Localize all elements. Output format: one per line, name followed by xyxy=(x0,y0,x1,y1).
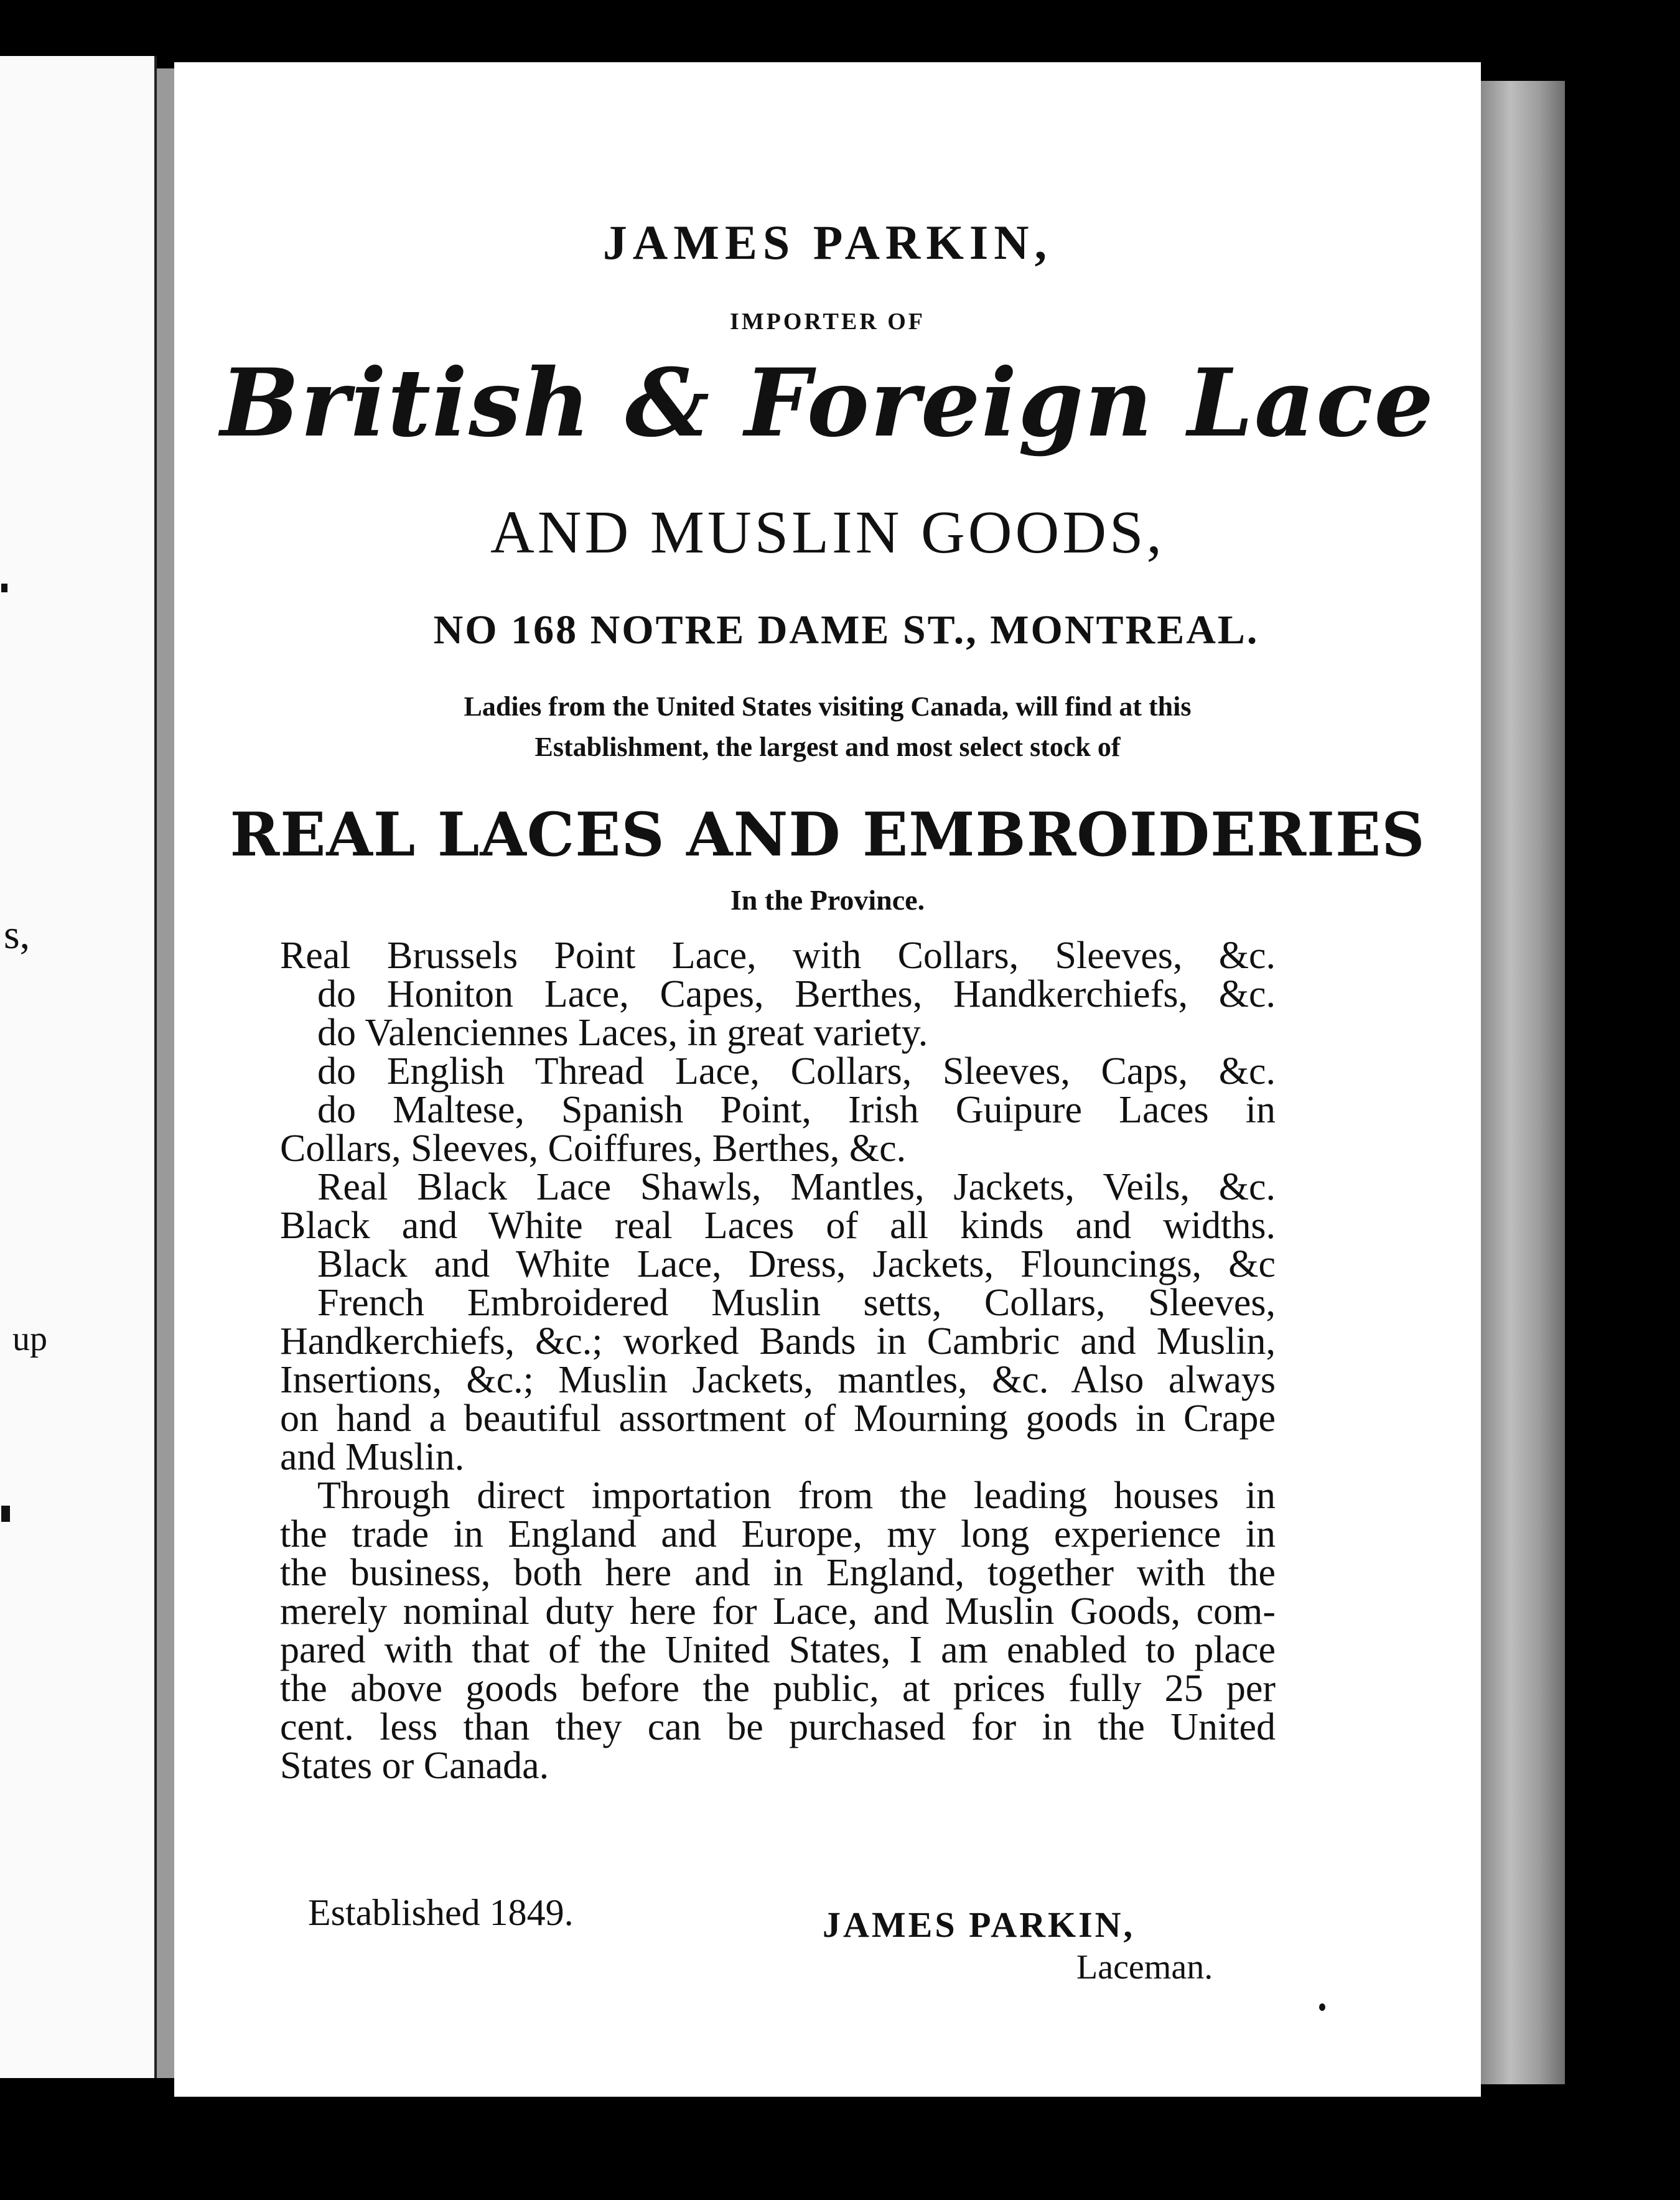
province-line: In the Province. xyxy=(730,884,925,916)
body-line: do English Thread Lace, Collars, Sleeves, Caps, &c. xyxy=(317,1050,1276,1093)
body-line: the above goods before the public, at prices fully 25 per xyxy=(280,1667,1276,1710)
body-line: Real Brussels Point Lace, with Collars, Sleeves, &c. xyxy=(280,935,1276,977)
muslin-heading: AND MUSLIN GOODS, xyxy=(490,499,1165,566)
shop-address: NO 168 NOTRE DAME ST., MONTREAL. xyxy=(433,607,1259,653)
intro-line: Establishment, the largest and most select stock of xyxy=(534,732,1121,762)
body-line: Real Black Lace Shawls, Mantles, Jackets, Veils, &c. xyxy=(317,1166,1276,1208)
book-gutter xyxy=(157,68,174,2078)
left-page-text-fragment: up xyxy=(12,1320,47,1358)
body-line: Insertions, &c.; Muslin Jackets, mantles, &c. Also always xyxy=(280,1359,1276,1401)
established-date: Established 1849. xyxy=(308,1892,574,1933)
body-line: pared with that of the United States, I am enabled to place xyxy=(280,1629,1276,1671)
body-line: States or Canada. xyxy=(280,1745,549,1787)
lace-heading: British & Foreign Lace xyxy=(220,348,1435,458)
body-line: cent. less than they can be purchased for in the United xyxy=(280,1706,1276,1748)
body-line: on hand a beautiful assortment of Mourning goods in Crape xyxy=(280,1397,1276,1440)
body-line: do Honiton Lace, Capes, Berthes, Handkerchiefs, &c. xyxy=(317,973,1276,1015)
intro-line: Ladies from the United States visiting Canada, will find at this xyxy=(464,691,1192,722)
headline: REAL LACES AND EMBROIDERIES xyxy=(230,799,1426,870)
page-edge xyxy=(1481,81,1565,2084)
body-line: merely nominal duty here for Lace, and Muslin Goods, com- xyxy=(280,1590,1276,1633)
advert-body xyxy=(280,936,1276,1785)
ink-mark xyxy=(1,584,7,592)
ink-mark xyxy=(1,1506,10,1522)
body-line: do Maltese, Spanish Point, Irish Guipure Laces in xyxy=(317,1089,1276,1131)
body-line: Black and White real Laces of all kinds and widths. xyxy=(280,1205,1276,1247)
signature-name: JAMES PARKIN, xyxy=(823,1904,1136,1945)
body-line: Through direct importation from the leading houses in xyxy=(317,1475,1276,1517)
left-page-text-fragment: s, xyxy=(4,912,30,958)
body-line: Collars, Sleeves, Coiffures, Berthes, &c. xyxy=(280,1127,907,1170)
body-line: the trade in England and Europe, my long experience in xyxy=(280,1513,1276,1555)
body-line: French Embroidered Muslin setts, Collars, Sleeves, xyxy=(317,1282,1276,1324)
body-line: Black and White Lace, Dress, Jackets, Flouncings, &c xyxy=(317,1243,1276,1285)
importer-of-label: IMPORTER OF xyxy=(730,309,925,335)
ink-dot xyxy=(1319,2003,1325,2011)
body-line: and Muslin. xyxy=(280,1436,465,1478)
left-page xyxy=(0,56,157,2078)
merchant-name: JAMES PARKIN, xyxy=(602,215,1053,269)
body-line: do Valenciennes Laces, in great variety. xyxy=(317,1012,928,1054)
body-line: Handkerchiefs, &c.; worked Bands in Cambric and Muslin, xyxy=(280,1320,1276,1363)
advertisement-page xyxy=(174,62,1481,2097)
signature-title: Laceman. xyxy=(1076,1948,1213,1987)
body-line: the business, both here and in England, together with the xyxy=(280,1552,1276,1594)
